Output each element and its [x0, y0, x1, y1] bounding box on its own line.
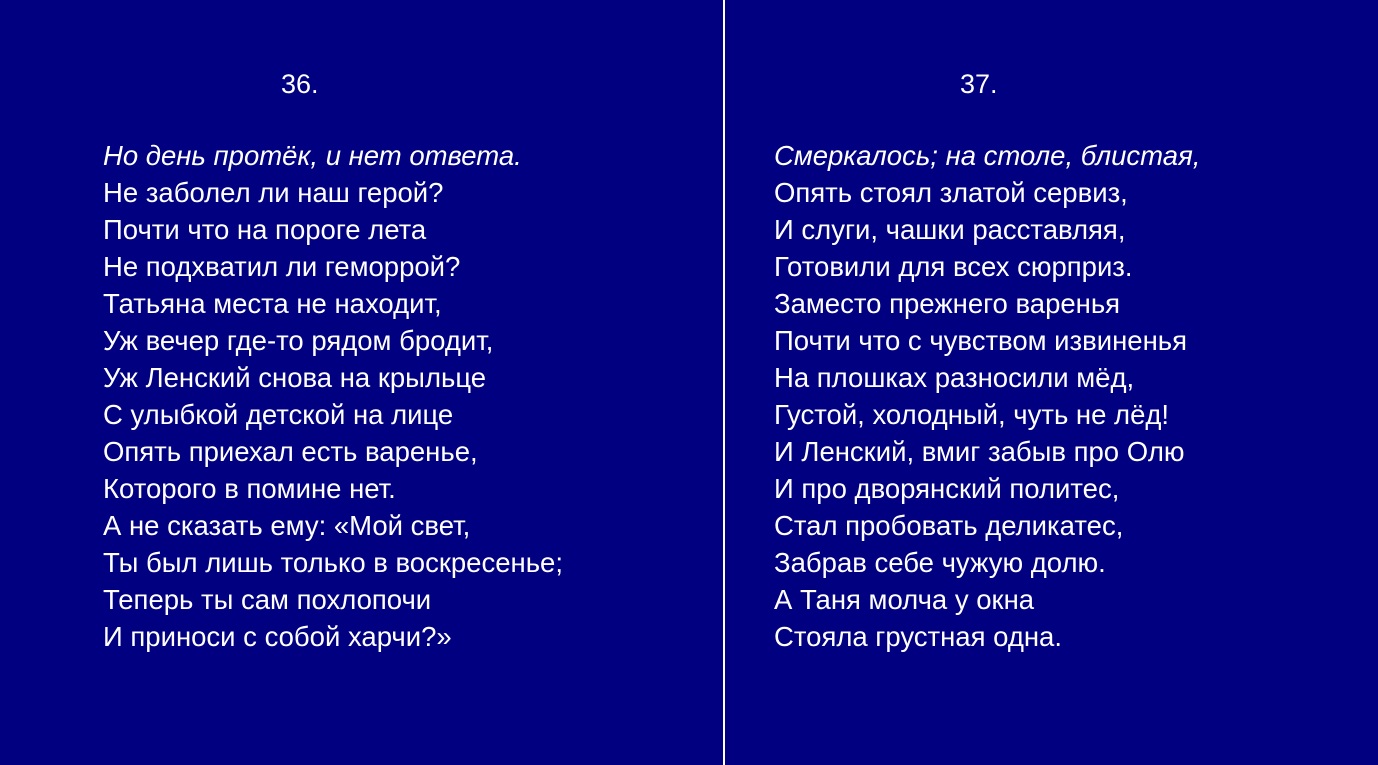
- verse-line: И приноси с собой харчи?»: [103, 621, 452, 652]
- stanza-number: 37.: [960, 69, 998, 99]
- stanza-number: 36.: [281, 69, 319, 99]
- verse-line: Забрав себе чужую долю.: [774, 547, 1106, 578]
- verse-line: Готовили для всех сюрприз.: [774, 251, 1133, 282]
- verse-line: Заместо прежнего варенья: [774, 288, 1121, 319]
- verse-lines: [103, 137, 563, 655]
- verse-line: Которого в помине нет.: [103, 473, 396, 504]
- verse-line: Не заболел ли наш герой?: [103, 177, 444, 208]
- verse-first-line: Смеркалось; на столе, блистая,: [774, 140, 1201, 171]
- verse-line: Теперь ты сам похлопочи: [103, 584, 432, 615]
- verse-line: Почти что на пороге лета: [103, 214, 427, 245]
- verse-line: И Ленский, вмиг забыв про Олю: [774, 436, 1185, 467]
- verse-line: Почти что с чувством извиненья: [774, 325, 1188, 356]
- verse-line: Стояла грустная одна.: [774, 621, 1062, 652]
- verse-lines: [774, 137, 1200, 655]
- verse-line: На плошках разносили мёд,: [774, 362, 1135, 393]
- verse-line: И про дворянский политес,: [774, 473, 1120, 504]
- verse-line: Уж Ленский снова на крыльце: [103, 362, 487, 393]
- verse-line: А Таня молча у окна: [774, 584, 1035, 615]
- verse-line: Ты был лишь только в воскресенье;: [103, 547, 563, 578]
- verse-line: Стал пробовать деликатес,: [774, 510, 1124, 541]
- verse-first-line: Но день протёк, и нет ответа.: [103, 140, 522, 171]
- verse-line: Опять приехал есть варенье,: [103, 436, 478, 467]
- verse-line: Опять стоял златой сервиз,: [774, 177, 1128, 208]
- verse-line: Густой, холодный, чуть не лёд!: [774, 399, 1170, 430]
- verse-line: Уж вечер где-то рядом бродит,: [103, 325, 494, 356]
- verse-line: Не подхватил ли геморрой?: [103, 251, 461, 282]
- verse-line: А не сказать ему: «Мой свет,: [103, 510, 471, 541]
- verse-line: С улыбкой детской на лице: [103, 399, 454, 430]
- stanza-37: [725, 0, 1378, 765]
- verse-line: Татьяна места не находит,: [103, 288, 442, 319]
- verse-line: И слуги, чашки расставляя,: [774, 214, 1126, 245]
